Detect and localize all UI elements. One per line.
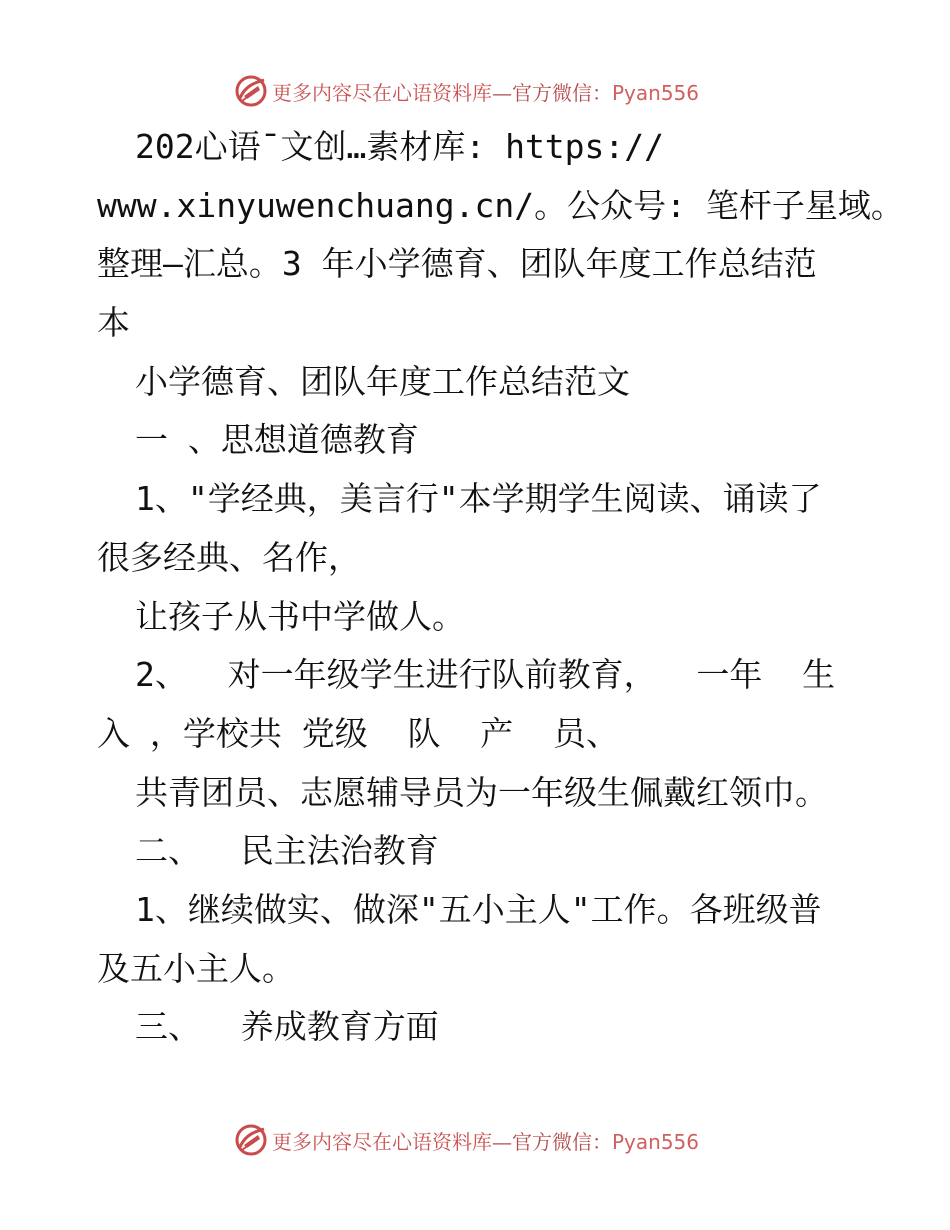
body-line: www.xinyuwenchuang.cn/。公众号: 笔杆子星域。 bbox=[97, 185, 904, 225]
body-line: 共青团员、志愿辅导员为一年级生佩戴红领巾。 bbox=[135, 772, 828, 812]
section-heading: 一 、思想道德教育 bbox=[135, 420, 419, 460]
body-line: 整理—汇总。3 年小学德育、团队年度工作总结范 bbox=[97, 244, 817, 284]
banner-wechat-label: 官方微信： bbox=[512, 1129, 612, 1154]
banner-title: 更多内容尽在心语资料库 bbox=[272, 1129, 492, 1154]
section-heading: 二、 民主法治教育 bbox=[135, 831, 439, 871]
banner-wechat-id: Pyan556 bbox=[612, 1129, 700, 1154]
body-line: 202心语¯文创…素材库: https:// bbox=[135, 127, 665, 166]
body-line: 1、"学经典，美言行"本学期学生阅读、诵读了 bbox=[135, 479, 822, 519]
body-line: 2、 对一年级学生进行队前教育， 一年 生 bbox=[135, 655, 836, 695]
banner-separator: — bbox=[492, 80, 512, 105]
body-line: 及五小主人。 bbox=[97, 948, 295, 988]
banner-separator: — bbox=[492, 1129, 512, 1154]
body-line: 1、继续做实、做深"五小主人"工作。各班级普 bbox=[135, 889, 822, 929]
banner-wechat-id: Pyan556 bbox=[612, 80, 700, 105]
body-line: 入 ，学校共 党级 队 产 员、 bbox=[97, 713, 619, 753]
banner-text bbox=[272, 77, 699, 106]
pen-logo-icon bbox=[234, 74, 268, 108]
pen-logo-icon bbox=[234, 1123, 268, 1157]
footer-banner[interactable] bbox=[234, 1120, 714, 1160]
section-heading: 三、 养成教育方面 bbox=[135, 1007, 439, 1047]
banner-title: 更多内容尽在心语资料库 bbox=[272, 80, 492, 105]
document-body bbox=[97, 118, 904, 1057]
banner-text bbox=[272, 1126, 699, 1155]
body-line: 让孩子从书中学做人。 bbox=[135, 596, 465, 636]
header-banner[interactable] bbox=[234, 71, 714, 111]
body-line: 本 bbox=[97, 303, 130, 343]
banner-wechat-label: 官方微信： bbox=[512, 80, 612, 105]
section-title: 小学德育、团队年度工作总结范文 bbox=[135, 361, 630, 401]
body-line: 很多经典、名作， bbox=[97, 537, 361, 577]
